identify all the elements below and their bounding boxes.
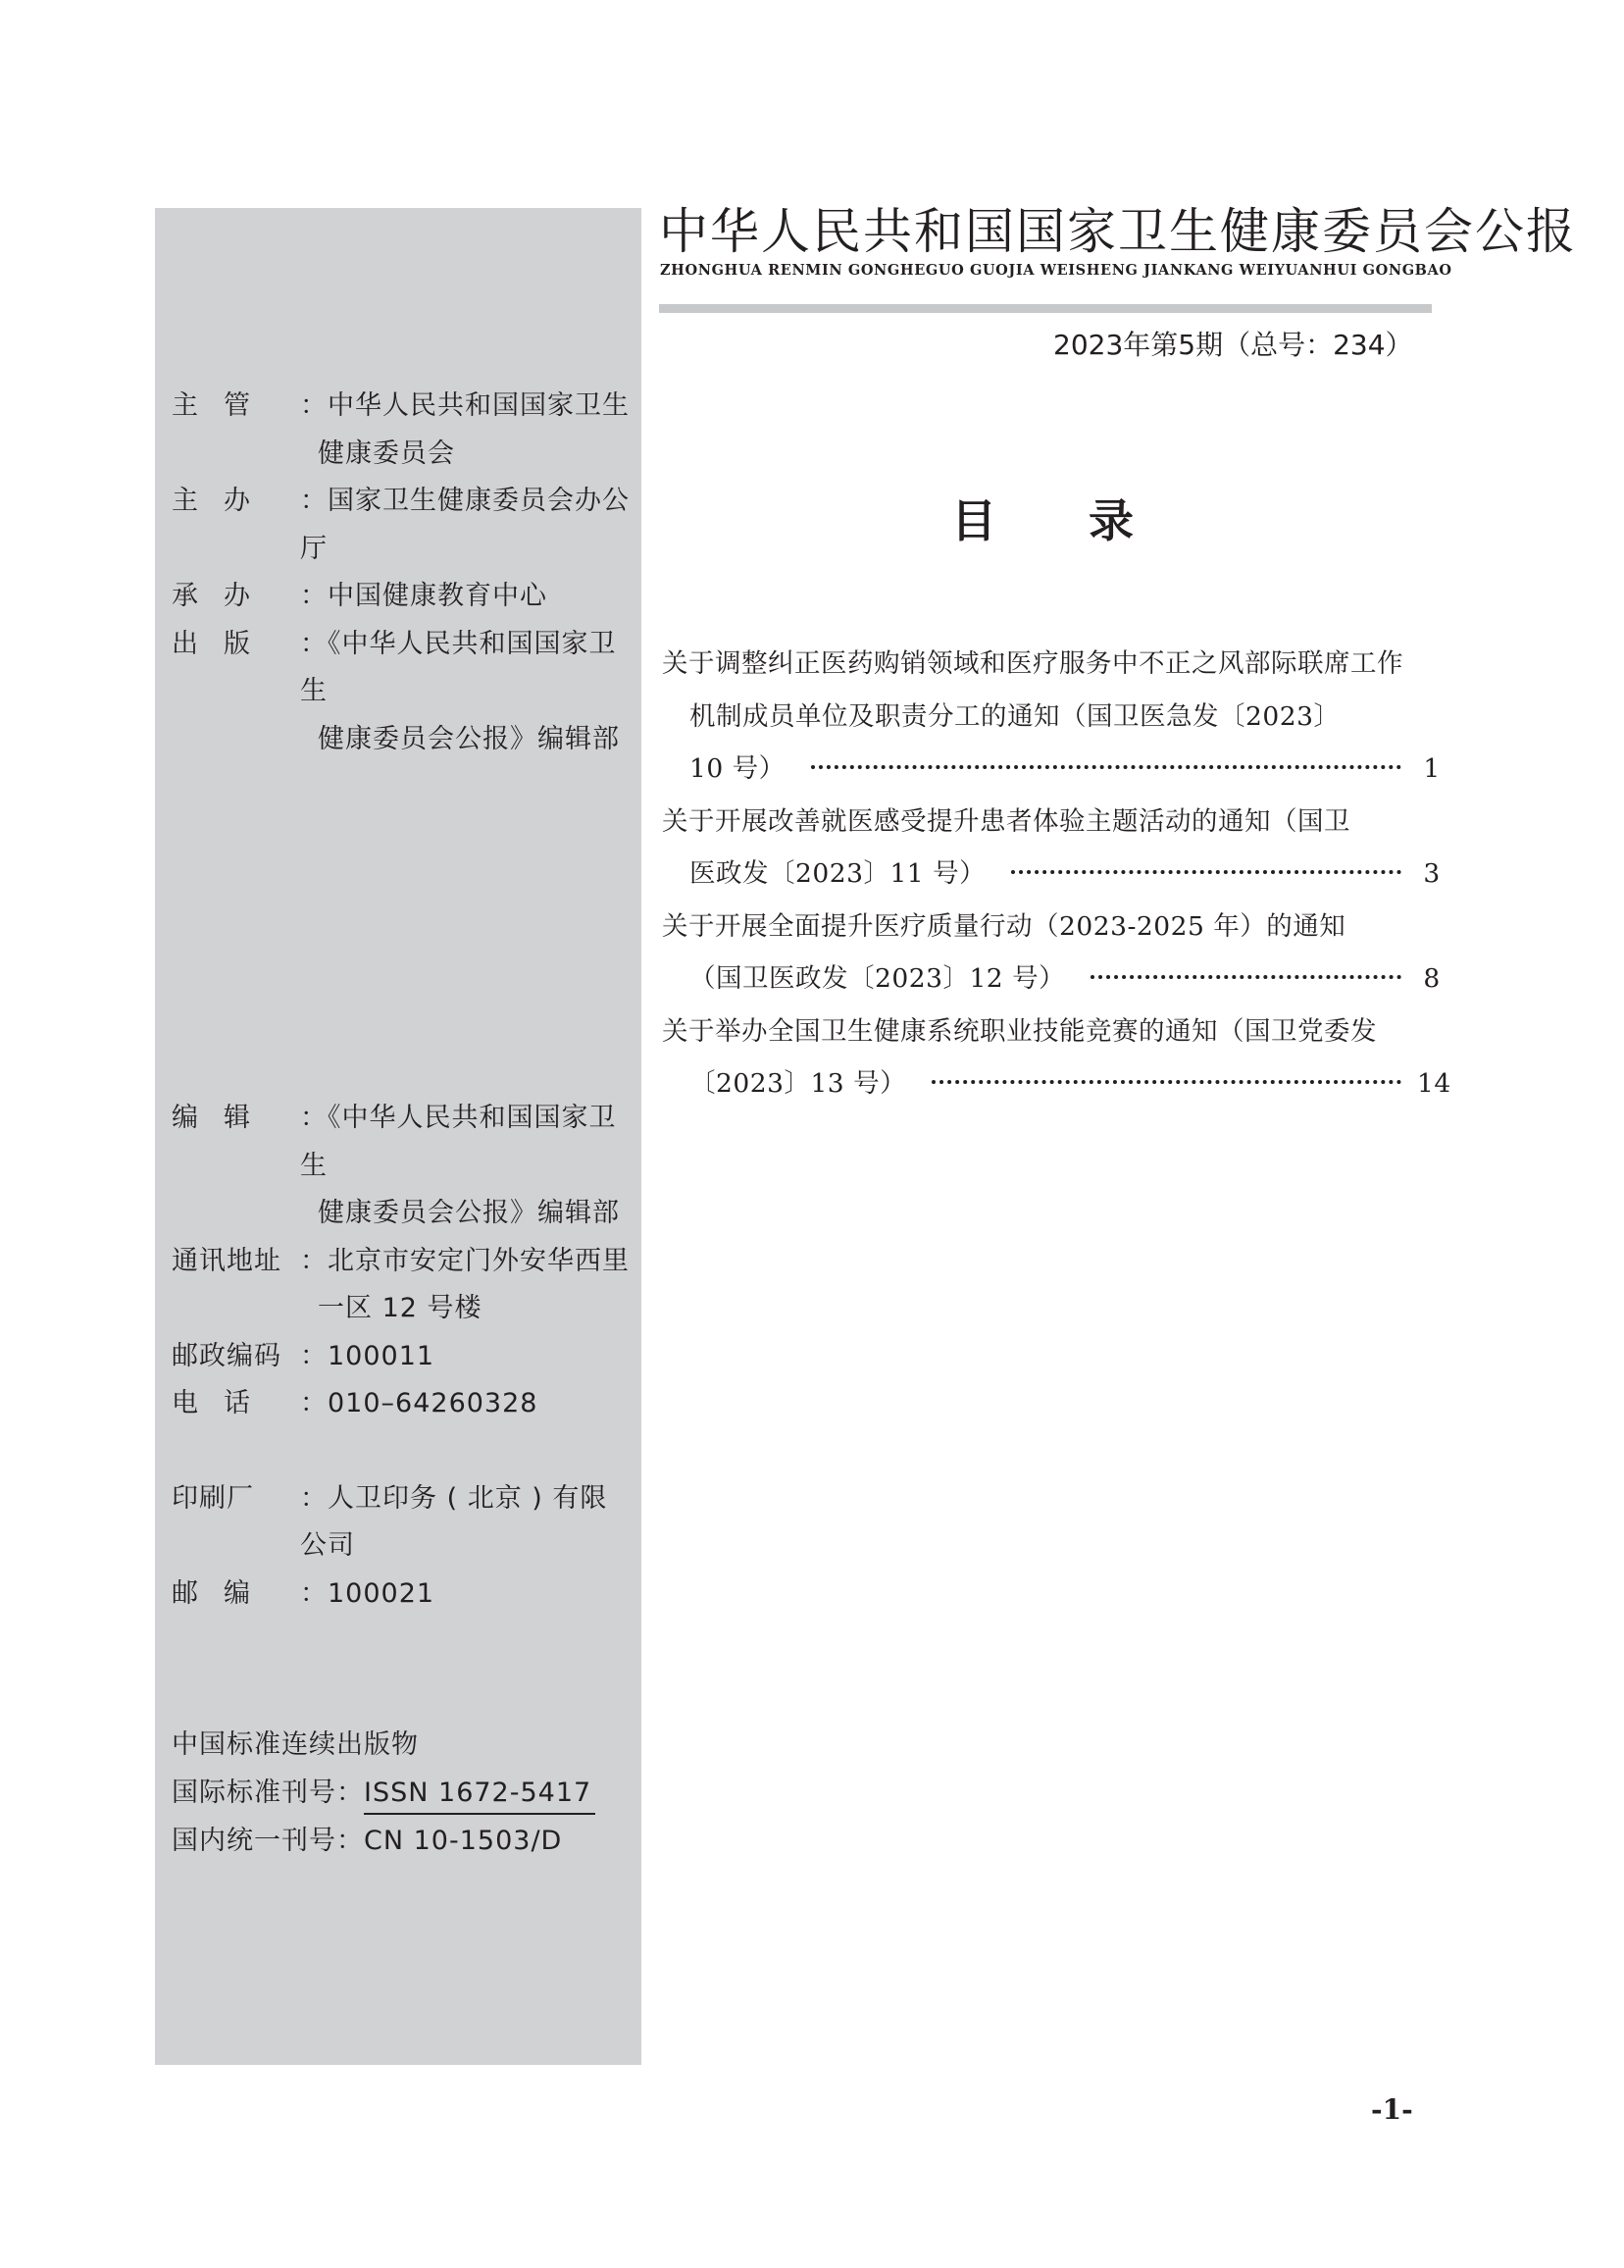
toc-entry[interactable]: 关于举办全国卫生健康系统职业技能竞赛的通知（国卫党委发 〔2023〕13 号） 14 — [662, 1005, 1446, 1110]
info-phone: 电 话 ：010–64260328 — [172, 1388, 538, 1418]
info-publisher: 出 版 ：《中华人民共和国国家卫生 — [172, 628, 617, 706]
issn-value: ISSN 1672-5417 — [364, 1774, 595, 1815]
toc-heading: 目 录 — [951, 494, 1136, 547]
info-printer: 印 刷 厂 ：人卫印务 ( 北京 ) 有限公司 — [172, 1482, 608, 1561]
leader-dots — [1011, 870, 1401, 874]
table-of-contents — [662, 638, 1451, 1110]
journal-title-pinyin: ZHONGHUA RENMIN GONGHEGUO GUOJIA WEISHENG JIANKANG WEIYUANHUI GONGBAO — [660, 262, 1452, 279]
journal-title: 中华人民共和国国家卫生健康委员会公报 — [659, 203, 1577, 260]
info-host: 主 办 ：国家卫生健康委员会办公厅 — [172, 486, 630, 564]
info-address: 通讯地址 ：北京市安定门外安华西里 — [172, 1245, 630, 1276]
leader-dots — [932, 1080, 1401, 1084]
info-sponsor: 主 管 ：中华人民共和国国家卫生 — [172, 390, 630, 421]
toc-entry[interactable]: 关于开展全面提升医疗质量行动（2023-2025 年）的通知 （国卫医政发〔2023〕12 号） 8 — [662, 901, 1446, 1005]
serial-publication-label: 中国标准连续出版物 — [172, 1729, 419, 1760]
info-editor: 编 辑 ：《中华人民共和国国家卫生 — [172, 1103, 617, 1181]
toc-page-number: 14 — [1417, 1068, 1451, 1099]
toc-entry[interactable]: 关于调整纠正医药购销领域和医疗服务中不正之风部际联席工作 机制成员单位及职责分工的通知（国卫医急发〔2023〕 10 号） 1 — [662, 638, 1446, 796]
serial-standard-info — [172, 1721, 633, 1865]
toc-entry[interactable]: 关于开展改善就医感受提升患者体验主题活动的通知（国卫 医政发〔2023〕11 号） 3 — [662, 796, 1446, 901]
page-number: -1- — [1371, 2093, 1413, 2126]
info-organizer: 承 办 ：中国健康教育中心 — [172, 581, 547, 611]
toc-page-number: 8 — [1423, 963, 1441, 994]
info-printer-postcode: 邮 编 ：100021 — [172, 1577, 435, 1609]
publication-info: 主 管 ：中华人民共和国国家卫生 健康委员会 主 办 ：国家卫生健康委员会办公厅 承 办 ：中国健康教育中心 出 版 ：《中华人民共和国国家卫生 健康委员会公报》编辑部 编 辑 ：《中华人民共和国国家卫生 健康委员会公报》编辑部 通讯地址 ：北京市安定门外安华西里 一区 12 号楼 邮政编码 ：100011 电 话 ：010–64260328 印 刷 厂 ：人卫印务 ( 北京 ) 有限公司 邮 编 ：100021 — [172, 383, 633, 1618]
toc-page-number: 3 — [1423, 858, 1441, 889]
title-divider — [659, 304, 1432, 313]
leader-dots — [811, 765, 1401, 769]
issue-number: 2023年第5期（总号：234） — [1053, 329, 1413, 361]
leader-dots — [1091, 975, 1401, 979]
info-postcode: 邮政编码 ：100011 — [172, 1340, 435, 1371]
toc-page-number: 1 — [1423, 753, 1441, 784]
cn-value: CN 10-1503/D — [364, 1826, 563, 1856]
issn-line: 国际标准刊号：ISSN 1672-5417 — [172, 1769, 633, 1817]
cn-line: 国内统一刊号：CN 10-1503/D — [172, 1826, 563, 1856]
